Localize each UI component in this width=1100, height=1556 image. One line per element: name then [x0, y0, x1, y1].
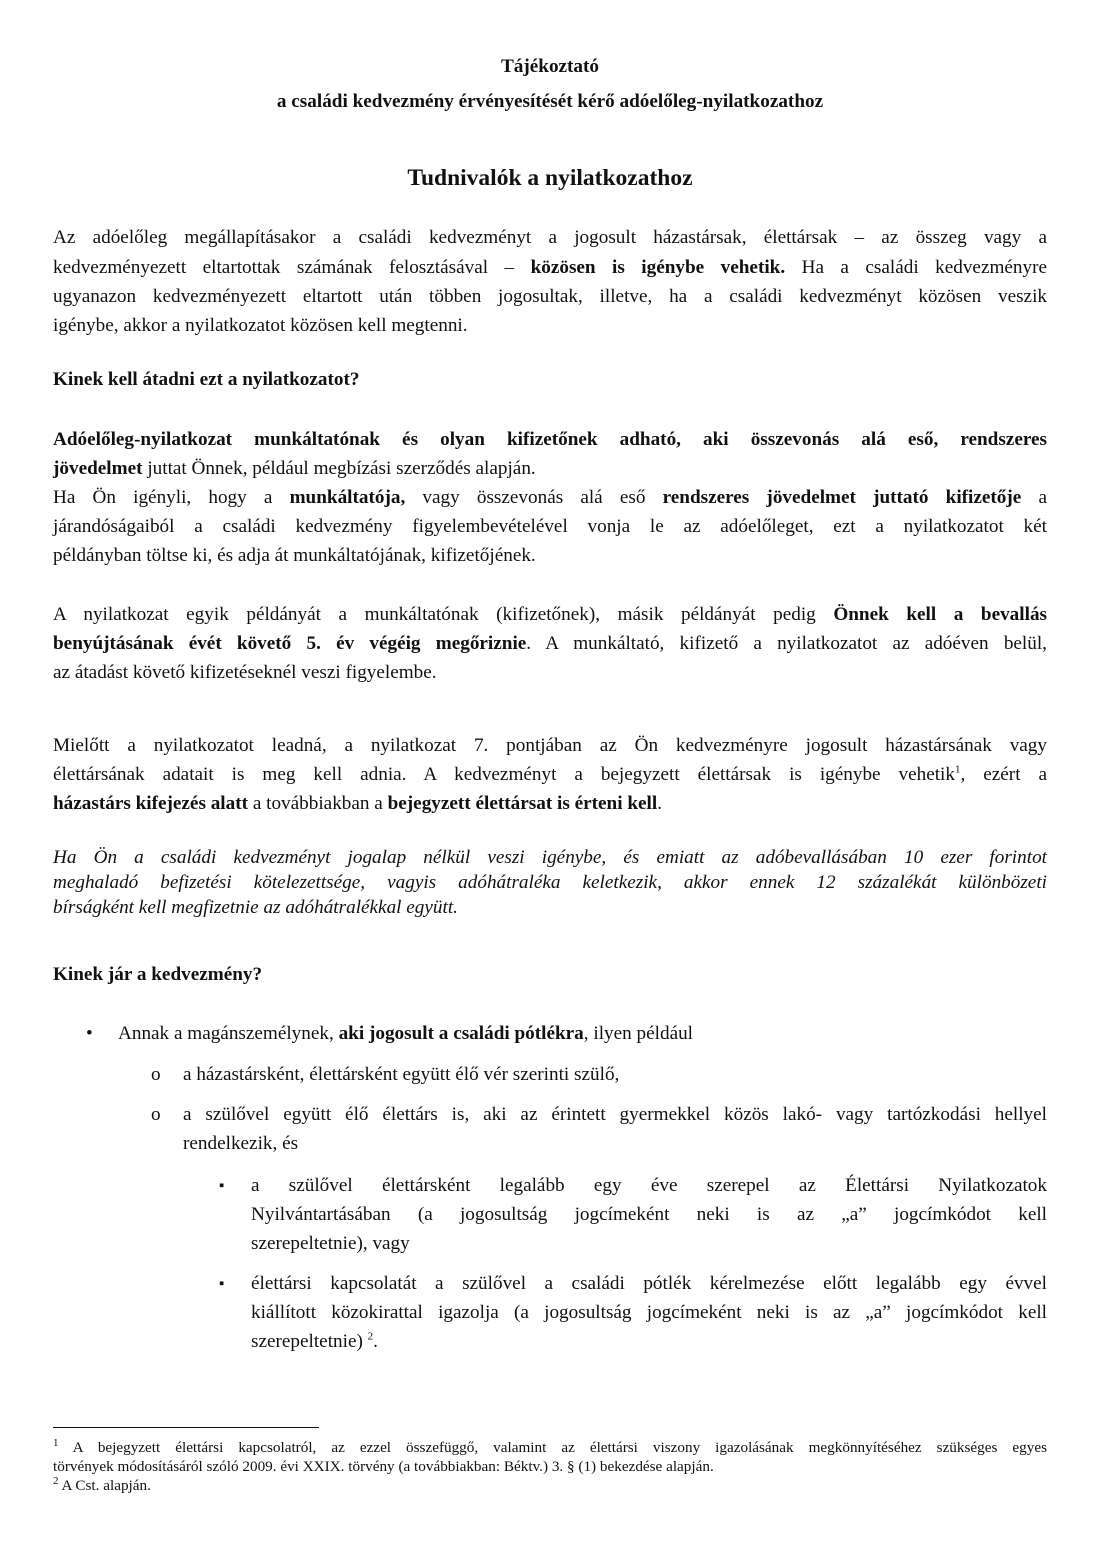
bold-text: házastárs kifejezés alatt — [53, 793, 249, 814]
paragraph-line — [53, 458, 536, 480]
footnote-number: 2 — [53, 1474, 59, 1487]
bullet-marker: • — [86, 1023, 93, 1044]
list-item — [118, 1023, 693, 1045]
paragraph-line — [53, 487, 1047, 509]
paragraph-line: az átadást követő kifizetéseknél veszi figyelembe. — [53, 662, 437, 683]
list-item: a szülővel együtt élő élettárs is, aki az érintett gyermekkel közös lakó- vagy tartózkodási hellyel — [183, 1104, 1047, 1125]
paragraph-line: meghaladó befizetési kötelezettsége, vagyis adóhátraléka keletkezik, akkor ennek 12 százalékát különbözeti — [53, 872, 1047, 893]
footnote-number: 1 — [53, 1436, 59, 1449]
list-item: Nyilvántartásában (a jogosultság jogcímeként neki is az „a” jogcímkódot kell — [251, 1204, 1047, 1225]
footnote-ref: 2 — [367, 1330, 374, 1343]
section-heading: Tudnivalók a nyilatkozathoz — [407, 165, 693, 191]
square-marker: ▪ — [219, 1276, 225, 1292]
text-run: vagy összevonás alá eső — [405, 487, 663, 508]
text-run: A bejegyzett élettársi kapcsolatról, az ezzel összefüggő, valamint az élettársi viszony igazolásának megkönnyítéséhez szükséges egyes — [58, 1439, 1047, 1456]
list-item: rendelkezik, és — [183, 1133, 299, 1154]
paragraph-line: bírságként kell megfizetnie az adóhátralékkal együtt. — [53, 897, 458, 918]
footnote-line — [53, 1436, 1047, 1457]
bold-text: Önnek kell a bevallás — [833, 604, 1048, 625]
bold-text: munkáltatója, — [289, 487, 406, 508]
bold-text: benyújtásának évét követő 5. év végéig megőriznie — [53, 633, 527, 654]
paragraph-line: Mielőtt a nyilatkozatot leadná, a nyilatkozat 7. pontjában az Ön kedvezményre jogosult házastársának vagy — [53, 735, 1047, 756]
text-run: juttat Önnek, például megbízási szerződés alapján. — [142, 458, 536, 479]
paragraph-line: Adóelőleg-nyilatkozat munkáltatónak és olyan kifizetőnek adható, aki összevonás alá eső, rendszeres — [53, 429, 1047, 450]
text-run: a — [1021, 487, 1047, 508]
list-item: szerepeltetnie), vagy — [251, 1233, 410, 1254]
text-run: A nyilatkozat egyik példányát a munkáltatónak (kifizetőnek), másik példányát pedig — [53, 604, 834, 625]
list-item: a házastársként, élettársként együtt élő vér szerinti szülő, — [183, 1064, 620, 1085]
footnote-ref: 1 — [955, 763, 961, 776]
text-run: . A munkáltató, kifizető a nyilatkozatot az adóéven belül, — [526, 633, 1047, 654]
text-run: A Cst. alapján. — [58, 1477, 151, 1494]
list-item — [251, 1331, 378, 1353]
paragraph-line — [53, 604, 1047, 626]
text-run: , ezért a — [960, 764, 1047, 785]
text-run: Annak a magánszemélynek, — [118, 1023, 339, 1044]
text-run: , ilyen például — [583, 1023, 694, 1044]
footnote-separator — [53, 1427, 319, 1428]
footnote-line — [53, 1474, 151, 1495]
list-item: élettársi kapcsolatát a szülővel a családi pótlék kérelmezése előtt legalább egy évvel — [251, 1273, 1047, 1294]
paragraph-line: járandóságaiból a családi kedvezmény figyelembevételével vonja le az adóelőleget, ezt a nyilatkozatot két — [53, 516, 1047, 537]
paragraph-line: példányban töltse ki, és adja át munkáltatójának, kifizetőjének. — [53, 545, 536, 566]
paragraph-line — [53, 764, 1047, 786]
paragraph-line — [53, 793, 662, 815]
paragraph-line: Az adóelőleg megállapításakor a családi kedvezményt a jogosult házastársak, élettársak – az összeg vagy a — [53, 227, 1047, 248]
list-item: a szülővel élettársként legalább egy éve szerepel az Élettársi Nyilatkozatok — [251, 1175, 1047, 1196]
text-run: kedvezményezett eltartottak számának felosztásával – — [53, 257, 531, 278]
bold-text: rendszeres jövedelmet juttató kifizetője — [662, 487, 1022, 508]
paragraph-line: ugyanazon kedvezményezett eltartott után többen jogosultak, illetve, ha a családi kedvezményt közösen veszik — [53, 286, 1047, 307]
section-title: Kinek jár a kedvezmény? — [53, 964, 263, 985]
document-title: Tájékoztató — [500, 56, 600, 77]
bold-text: bejegyzett élettársat is érteni kell — [387, 793, 658, 814]
document-subtitle: a családi kedvezmény érvényesítését kérő adóelőleg-nyilatkozathoz — [276, 91, 824, 112]
text-run: . — [657, 793, 662, 814]
paragraph-line — [53, 257, 1047, 279]
footnote-line: törvények módosításáról szóló 2009. évi XXIX. törvény (a továbbiakban: Béktv.) 3. § (1) bekezdése alapján. — [53, 1458, 714, 1475]
bold-text: közösen is igénybe vehetik. — [530, 257, 786, 278]
circle-marker: o — [151, 1064, 161, 1085]
list-item: kiállított közokirattal igazolja (a jogosultság jogcímeként neki is az „a” jogcímkódot kell — [251, 1302, 1047, 1323]
text-run: a továbbiakban a — [248, 793, 388, 814]
paragraph-line: Ha Ön a családi kedvezményt jogalap nélkül veszi igénybe, és emiatt az adóbevallásában 10 ezer forintot — [53, 847, 1047, 868]
text-run: Ha Ön igényli, hogy a — [53, 487, 290, 508]
square-marker: ▪ — [219, 1178, 225, 1194]
circle-marker: o — [151, 1104, 161, 1125]
text-run: élettársának adatait is meg kell adnia. A kedvezményt a bejegyzett élettársak is igénybe vehetik — [53, 764, 955, 785]
paragraph-line — [53, 633, 1047, 655]
paragraph-line: igénybe, akkor a nyilatkozatot közösen kell megtenni. — [53, 315, 468, 336]
text-run: Ha a családi kedvezményre — [785, 257, 1047, 278]
bold-text: aki jogosult a családi pótlékra — [338, 1023, 584, 1044]
section-title: Kinek kell átadni ezt a nyilatkozatot? — [53, 369, 360, 390]
text-run: . — [373, 1331, 378, 1352]
text-run: szerepeltetnie) — [251, 1331, 368, 1352]
bold-text: jövedelmet — [53, 458, 143, 479]
